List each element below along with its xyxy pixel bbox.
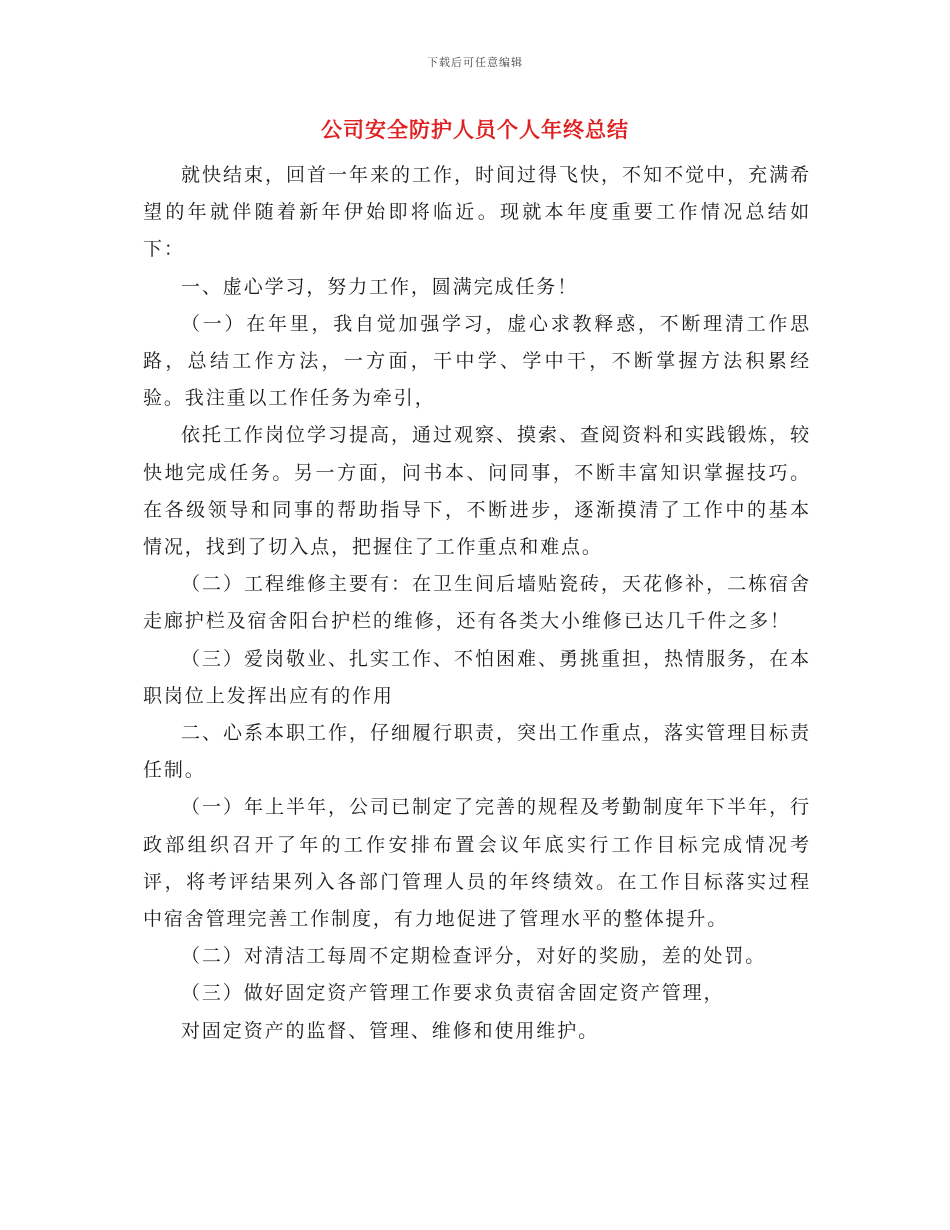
paragraph: （二）对清洁工每周不定期检查评分，对好的奖励，差的处罚。 [181, 945, 767, 968]
paragraph: （三）做好固定资产管理工作要求负责宿舍固定资产管理， [181, 982, 725, 1005]
paragraph: 一、虚心学习，努力工作，圆满完成任务！ [181, 275, 579, 298]
document-title: 公司安全防护人员个人年终总结 [321, 118, 629, 142]
paragraph: （二）工程维修主要有：在卫生间后墙贴瓷砖，天花修补，二栋宿舍走廊护栏及宿舍阳台护栏的维修，还有各类大小维修已达几千件之多！ [143, 573, 811, 633]
paragraph: （一）年上半年，公司已制定了完善的规程及考勤制度年下半年，行政部组织召开了年的工作安排布置会议年底实行工作目标完成情况考评，将考评结果列入各部门管理人员的年终绩效。在工作目标落实过程中宿舍管理完善工作制度，有力地促进了管理水平的整体提升。 [143, 796, 811, 931]
paragraph: 就快结束，回首一年来的工作，时间过得飞快，不知不觉中，充满希望的年就伴随着新年伊始即将临近。现就本年度重要工作情况总结如下： [143, 164, 811, 261]
paragraph: 二、心系本职工作，仔细履行职责，突出工作重点，落实管理目标责任制。 [143, 722, 811, 782]
paragraph: 依托工作岗位学习提高，通过观察、摸索、查阅资料和实践锻炼，较快地完成任务。另一方面，问书本、问同事，不断丰富知识掌握技巧。在各级领导和同事的帮助指导下，不断进步，逐渐摸清了工作中的基本情况，找到了切入点，把握住了工作重点和难点。 [143, 424, 811, 559]
paragraph: （一）在年里，我自觉加强学习，虚心求教释惑，不断理清工作思路，总结工作方法，一方面，干中学、学中干，不断掌握方法积累经验。我注重以工作任务为牵引， [143, 312, 811, 410]
paragraph: （三）爱岗敬业、扎实工作、不怕困难、勇挑重担，热情服务，在本职岗位上发挥出应有的作用 [143, 647, 811, 707]
document-body [143, 157, 811, 1050]
header-note: 下载后可任意编辑 [427, 56, 523, 69]
paragraph: 对固定资产的监督、管理、维修和使用维护。 [181, 1019, 600, 1042]
